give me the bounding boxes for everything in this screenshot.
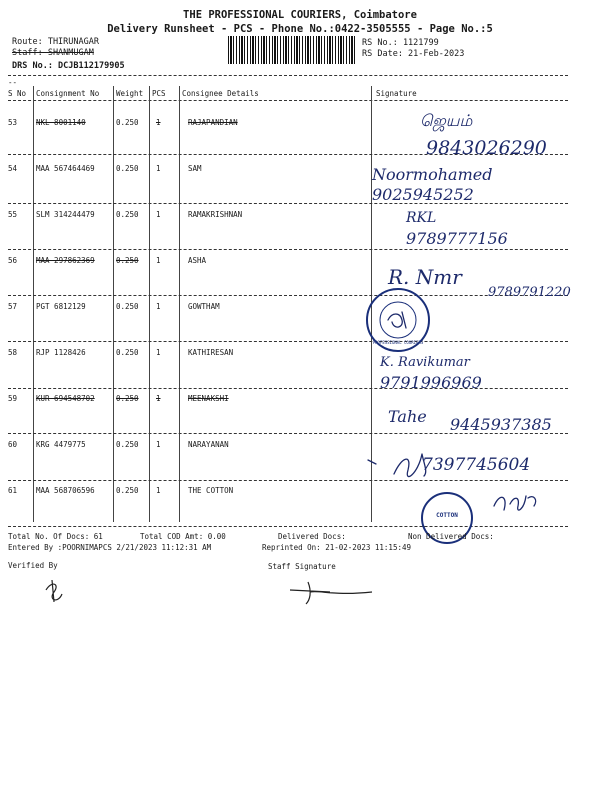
runsheet-title: Delivery Runsheet - PCS - Phone No.:0422-3505555 - Page No.:5 — [107, 23, 493, 35]
handwritten-name: RKL — [406, 210, 437, 226]
staff-text: Staff: SHANMUGAM — [12, 48, 94, 58]
table-vline — [179, 86, 180, 522]
handwritten-name: Noormohamed — [372, 165, 493, 184]
col-sno: S No — [8, 89, 27, 98]
signature-row-61 — [488, 484, 548, 518]
stamp-text: COTTON — [436, 512, 458, 519]
row-pcs: 1 — [156, 210, 161, 219]
row-weight: 0.250 — [116, 486, 139, 495]
row-pcs: 1 — [156, 118, 161, 127]
row-consignment: PGT 6812129 — [36, 302, 86, 311]
rs-no-label: RS No.: 1121799 — [362, 38, 439, 48]
rs-date-label: RS Date: 21-Feb-2023 — [362, 49, 465, 59]
route-label: Route: THIRUNAGAR — [12, 37, 99, 47]
col-weight: Weight — [116, 89, 144, 98]
handwritten-mark — [494, 496, 536, 510]
row-consignee: RAJAPANDIAN — [188, 118, 238, 127]
verified-signature — [40, 576, 70, 610]
reprinted-on: Reprinted On: 21-02-2023 11:15:49 — [262, 543, 412, 552]
col-consignee: Consignee Details — [182, 89, 259, 98]
dash-marker: -- — [8, 78, 18, 87]
row-weight: 0.250 — [116, 256, 139, 265]
row-consignee: NARAYANAN — [188, 440, 229, 449]
table-vline — [113, 86, 114, 522]
staff-signature-label: Staff Signature — [268, 562, 336, 571]
row-pcs: 1 — [156, 394, 161, 403]
total-docs: Total No. Of Docs: 61 — [8, 532, 103, 541]
row-consignment: KUR 694548702 — [36, 394, 95, 403]
signature-row-60 — [364, 446, 554, 486]
row-consignee: ASHA — [188, 256, 207, 265]
row-consignee: MEENAKSHI — [188, 394, 229, 403]
header-divider — [8, 75, 568, 76]
table-bottom-divider — [8, 526, 568, 527]
col-pcs: PCS — [152, 89, 166, 98]
row-consignee: KATHIRESAN — [188, 348, 234, 357]
delivered-docs: Delivered Docs: — [278, 532, 346, 541]
row-consignment: KRG 4479775 — [36, 440, 86, 449]
non-delivered-docs: Non Delivered Docs: — [408, 532, 494, 541]
row-pcs: 1 — [156, 302, 161, 311]
handwritten-phone: 9791996969 — [380, 373, 482, 392]
row-sno: 57 — [8, 302, 18, 311]
row-pcs: 1 — [156, 164, 161, 173]
row-consignment: MAA 297862369 — [36, 256, 95, 265]
verified-by-label: Verified By — [8, 561, 58, 570]
row-consignment: MAA 567464469 — [36, 164, 95, 173]
handwritten-phone: 9445937385 — [450, 415, 552, 434]
handwritten-phone: 9843026290 — [426, 137, 547, 159]
handwritten-phone: 9025945252 — [372, 185, 474, 204]
handwritten-name: K. Ravikumar — [380, 355, 470, 370]
row-weight: 0.250 — [116, 164, 139, 173]
stamp-text: PROFESSIONAL COURIERS — [372, 340, 424, 345]
row-weight: 0.250 — [116, 348, 139, 357]
row-sno: 53 — [8, 118, 18, 127]
drs-label: DRS No.: DCJB112179905 — [12, 61, 125, 71]
row-sno: 58 — [8, 348, 18, 357]
barcode — [228, 36, 356, 64]
col-consignment: Consignment No — [36, 89, 100, 98]
handwritten-name: ஜெயம் — [420, 111, 473, 130]
row-sno: 56 — [8, 256, 18, 265]
column-divider — [8, 100, 568, 101]
row-consignment: MAA 568706596 — [36, 486, 95, 495]
handwritten-name: R. Nmr — [388, 265, 462, 289]
company-title: THE PROFESSIONAL COURIERS, Coimbatore — [183, 9, 417, 21]
table-vline — [149, 86, 150, 522]
row-pcs: 1 — [156, 486, 161, 495]
row-consignment: RJP 1128426 — [36, 348, 86, 357]
row-weight: 0.250 — [116, 118, 139, 127]
row-weight: 0.250 — [116, 302, 139, 311]
signature-row-58 — [376, 352, 526, 396]
handwritten-phone: 9789777156 — [406, 229, 508, 248]
staff-label — [12, 48, 94, 58]
col-signature: Signature — [376, 89, 417, 98]
row-consignee: RAMAKRISHNAN — [188, 210, 243, 219]
handwritten-phone: 9789791220 — [488, 285, 571, 300]
handwritten-name: Tahe — [388, 407, 427, 426]
handwritten-phone: 7397745604 — [422, 455, 531, 475]
row-weight: 0.250 — [116, 210, 139, 219]
row-pcs: 1 — [156, 256, 161, 265]
row-weight: 0.250 — [116, 440, 139, 449]
table-vline — [33, 86, 34, 522]
row-consignee: SAM — [188, 164, 202, 173]
signature-row-54 — [372, 160, 572, 210]
row-sno: 54 — [8, 164, 18, 173]
row-sno: 59 — [8, 394, 18, 403]
row-divider — [8, 341, 568, 342]
row-consignment: SLM 314244479 — [36, 210, 95, 219]
row-sno: 61 — [8, 486, 18, 495]
signature-row-55 — [400, 206, 530, 254]
entered-by: Entered By :POORNIMAPCS 2/21/2023 11:12:31 AM — [8, 543, 212, 552]
signature-row-59 — [386, 404, 586, 438]
row-weight: 0.250 — [116, 394, 139, 403]
signature-row-53 — [416, 108, 566, 162]
total-cod: Total COD Amt: 0.00 — [140, 532, 226, 541]
row-pcs: 1 — [156, 440, 161, 449]
row-consignment: NKL 8001140 — [36, 118, 86, 127]
staff-signature-mark — [288, 578, 378, 612]
row-sno: 55 — [8, 210, 18, 219]
handwritten-mark — [368, 454, 426, 477]
row-pcs: 1 — [156, 348, 161, 357]
company-stamp — [366, 288, 430, 352]
row-consignee: THE COTTON — [188, 486, 234, 495]
row-sno: 60 — [8, 440, 18, 449]
row-consignee: GOWTHAM — [188, 302, 220, 311]
